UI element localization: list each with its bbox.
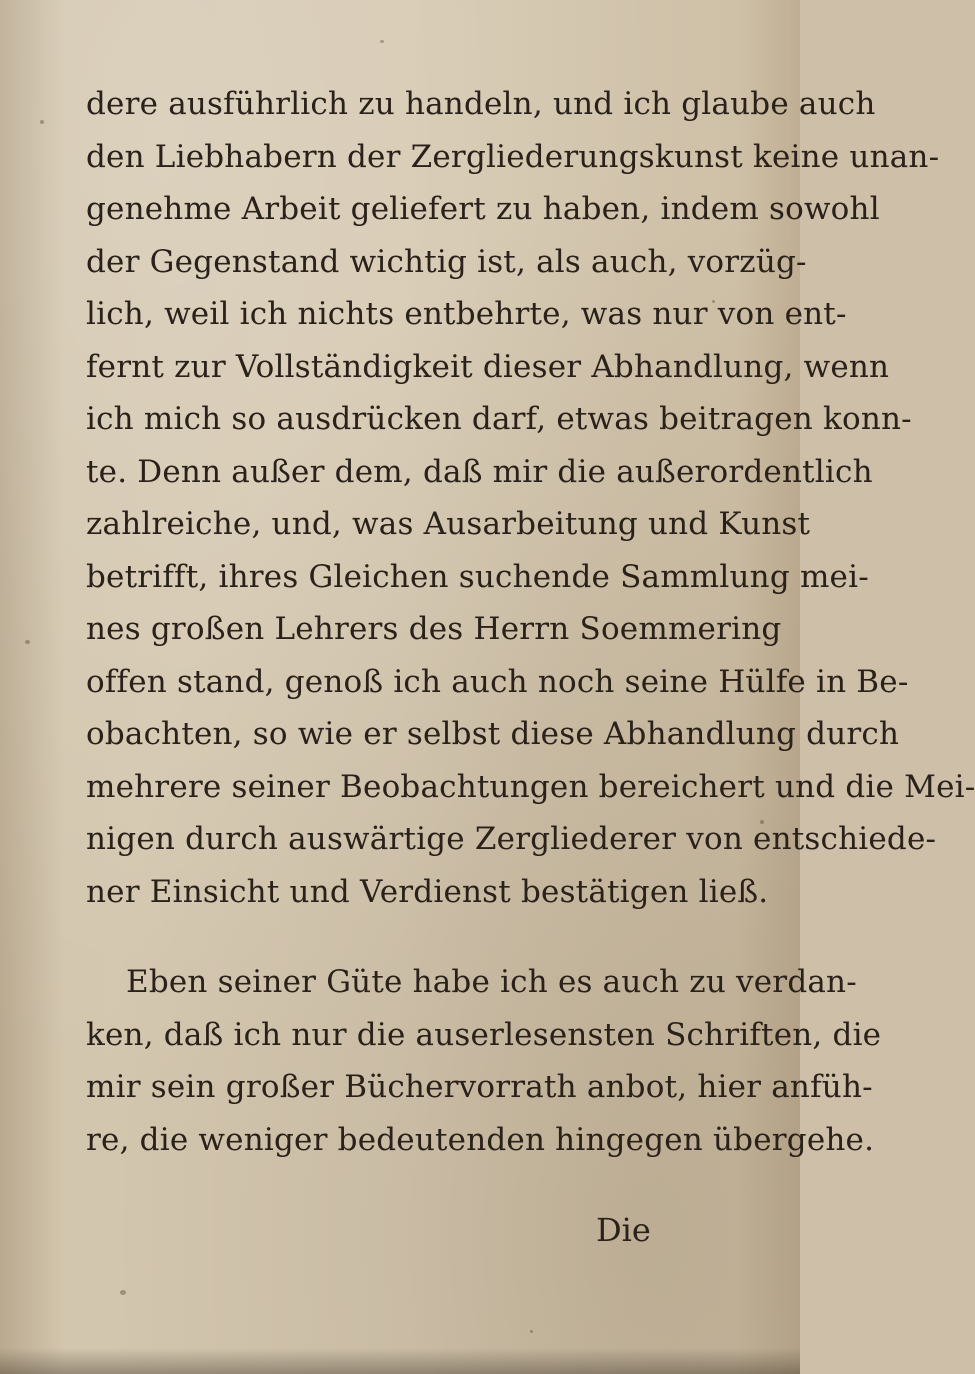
text-line: mehrere seiner Beobachtungen bereichert und die Mei- — [86, 768, 975, 805]
paper-speck — [120, 1290, 126, 1295]
paragraph-2 — [86, 956, 857, 1009]
paragraph-gap — [86, 918, 726, 956]
text-line: nes großen Lehrers des Herrn Soemmering — [86, 611, 782, 647]
text-line: obachten, so wie er selbst diese Abhandlung durch — [86, 716, 900, 752]
text-line: der Gegenstand wichtig ist, als auch, vorzüg- — [86, 243, 807, 280]
text-line: Eben seiner Güte habe ich es auch zu verdan- — [126, 964, 857, 1000]
paragraph-2-continued — [86, 1009, 882, 1167]
text-line: dere ausführlich zu handeln, und ich glaube auch — [86, 86, 876, 122]
catchword: Die — [596, 1211, 651, 1249]
text-line: lich, weil ich nichts entbehrte, was nur von ent- — [86, 296, 847, 332]
text-line: mir sein großer Büchervorrath anbot, hier anfüh- — [86, 1069, 873, 1105]
text-line: te. Denn außer dem, daß mir die außerordentlich — [86, 453, 873, 490]
text-line: ner Einsicht und Verdienst bestätigen ließ. — [86, 873, 769, 910]
text-line: offen stand, genoß ich auch noch seine Hülfe in Be- — [86, 663, 909, 700]
paragraph-1 — [86, 78, 975, 918]
text-line: genehme Arbeit geliefert zu haben, indem sowohl — [86, 191, 880, 227]
paper-speck — [40, 120, 44, 124]
text-line: zahlreiche, und, was Ausarbeitung und Kunst — [86, 506, 811, 542]
text-line: den Liebhabern der Zergliederungskunst keine unan- — [86, 138, 940, 175]
page-bottom-edge — [0, 1348, 800, 1374]
text-line: re, die weniger bedeutenden hingegen übergehe. — [86, 1121, 875, 1158]
paper-speck — [530, 1330, 533, 1333]
paper-speck — [380, 40, 384, 43]
text-line: nigen durch auswärtige Zergliederer von entschiede- — [86, 821, 937, 857]
text-line: ich mich so ausdrücken darf, etwas beitragen konn- — [86, 401, 912, 437]
text-line: betrifft, ihres Gleichen suchende Sammlung mei- — [86, 558, 869, 595]
body-text — [86, 78, 975, 1166]
text-line: ken, daß ich nur die auserlesensten Schriften, die — [86, 1016, 882, 1053]
text-line: fernt zur Vollständigkeit dieser Abhandlung, wenn — [86, 348, 890, 385]
paper-speck — [25, 640, 30, 644]
